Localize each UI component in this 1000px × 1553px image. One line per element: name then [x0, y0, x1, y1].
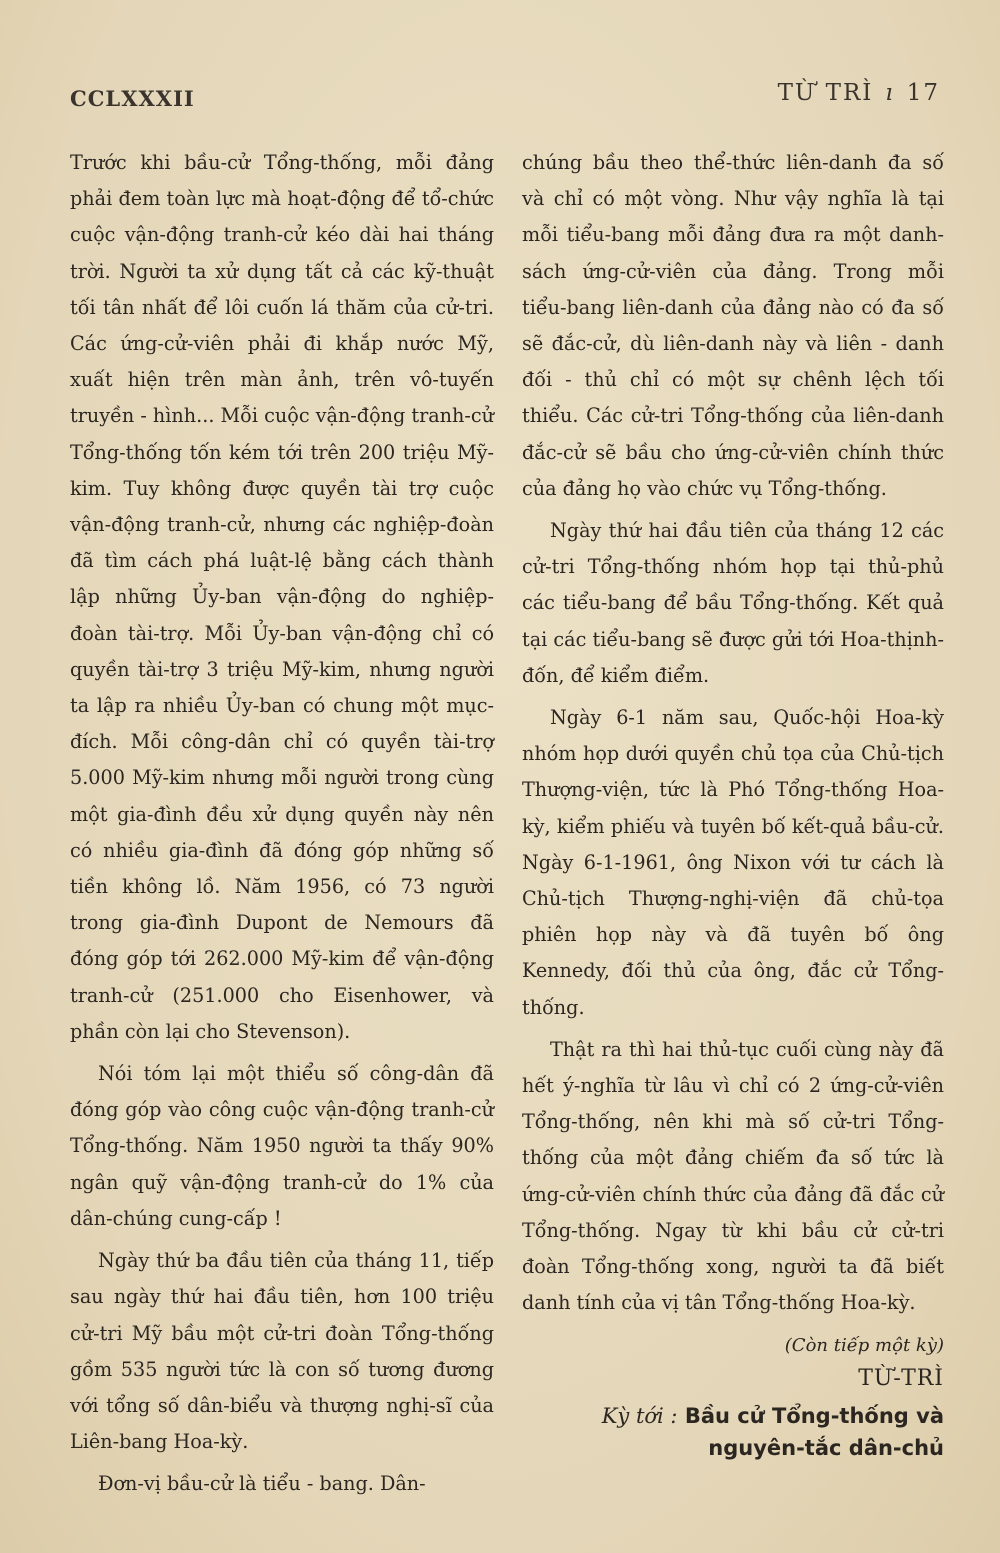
left-column	[70, 145, 494, 1509]
next-issue-notice	[522, 1400, 944, 1464]
paragraph: Ngày thứ hai đầu tiên của tháng 12 các cử-tri Tổng-thống nhóm họp tại thủ-phủ các tiểu-bang để bầu Tổng-thống. Kết quả tại các tiểu-bang sẽ được gửi tới Hoa-thịnh-đốn, để kiểm điểm.	[522, 519, 944, 687]
paragraph: Nói tóm lại một thiểu số công-dân đã đóng góp vào công cuộc vận-động tranh-cử Tổng-thống. Năm 1950 người ta thấy 90% ngân quỹ vận-động tranh-cử do 1% của dân-chúng cung-cấp !	[70, 1062, 494, 1230]
article-signoff	[522, 1328, 944, 1394]
right-column	[522, 145, 944, 1464]
next-issue-title-line1: Bầu cử Tổng-thống và	[684, 1403, 944, 1428]
next-issue-label: Kỳ tới :	[601, 1403, 678, 1428]
paragraph: Thật ra thì hai thủ-tục cuối cùng này đã hết ý-nghĩa từ lâu vì chỉ có 2 ứng-cử-viên Tổng-thống, nên khi mà số cử-tri Tổng-thống của một đảng chiếm đa số tức là ứng-cử-viên chính thức của đảng đã đắc cử Tổng-thống. Ngay từ khi bầu cử cử-tri đoàn Tổng-thống xong, người ta đã biết danh tính của vị tân Tổng-thống Hoa-kỳ.	[522, 1037, 944, 1315]
running-header	[778, 80, 940, 106]
header-separator: ı	[885, 80, 895, 106]
paragraph: Đơn-vị bầu-cử là tiểu - bang. Dân-	[98, 1472, 426, 1496]
header-author: TỪ TRÌ	[777, 80, 874, 106]
page-number: 17	[906, 80, 940, 106]
paragraph: Ngày thứ ba đầu tiên của tháng 11, tiếp sau ngày thứ hai đầu tiên, hơn 100 triệu cử-tri Mỹ bầu một cử-tri đoàn Tổng-thống gồm 535 người tức là con số tương đương với tổng số dân-biểu và thượng nghị-sĩ của Liên-bang Hoa-kỳ.	[70, 1249, 494, 1454]
author-signature: TỪ-TRÌ	[858, 1365, 944, 1391]
next-issue-title-line2: nguyên-tắc dân-chủ	[708, 1435, 944, 1460]
paragraph: Trước khi bầu-cử Tổng-thống, mỗi đảng phải đem toàn lực mà hoạt-động để tổ-chức cuộc vận-động tranh-cử kéo dài hai tháng trời. Người ta xử dụng tất cả các kỹ-thuật tối tân nhất để lôi cuốn lá thăm của cử-tri. Các ứng-cử-viên phải đi khắp nước Mỹ, xuất hiện trên màn ảnh, trên vô-tuyến truyền - hình... Mỗi cuộc vận-động tranh-cử Tổng-thống tốn kém tới trên 200 triệu Mỹ-kim. Tuy không được quyền tài trợ cuộc vận-động tranh-cử, nhưng các nghiệp-đoàn đã tìm cách phá luật-lệ bằng cách thành lập những Ủy-ban vận-động do nghiệp-đoàn tài-trợ. Mỗi Ủy-ban vận-động chỉ có quyền tài-trợ 3 triệu Mỹ-kim, nhưng người ta lập ra nhiều Ủy-ban có chung một mục-đích. Mỗi công-dân chỉ có quyền tài-trợ 5.000 Mỹ-kim nhưng mỗi người trong cùng một gia-đình đều xử dụng quyền này nên có nhiều gia-đình đã đóng góp những số tiền không lồ. Năm 1956, có 73 người trong gia-đình Dupont de Nemours đã đóng góp tới 262.000 Mỹ-kim để vận-động tranh-cử (251.000 cho Eisenhower, và phần còn lại cho Stevenson).	[70, 151, 494, 1043]
to-be-continued: (Còn tiếp một kỳ)	[784, 1334, 944, 1356]
issue-number: CCLXXXII	[70, 86, 195, 111]
paragraph: Ngày 6-1 năm sau, Quốc-hội Hoa-kỳ nhóm họp dưới quyền chủ tọa của Chủ-tịch Thượng-viện, tức là Phó Tổng-thống Hoa-kỳ, kiểm phiếu và tuyên bố kết-quả bầu-cử. Ngày 6-1-1961, ông Nixon với tư cách là Chủ-tịch Thượng-nghị-viện đã chủ-tọa phiên họp này và đã tuyên bố ông Kennedy, đối thủ của ông, đắc cử Tổng-thống.	[522, 706, 944, 1019]
paragraph: chúng bầu theo thể-thức liên-danh đa số và chỉ có một vòng. Như vậy nghĩa là tại mỗi tiểu-bang mỗi đảng đưa ra một danh-sách ứng-cử-viên của đảng. Trong mỗi tiểu-bang liên-danh của đảng nào có đa số sẽ đắc-cử, dù liên-danh này và liên - danh đối - thủ chỉ có một sự chênh lệch tối thiểu. Các cử-tri Tổng-thống của liên-danh đắc-cử sẽ bầu cho ứng-cử-viên chính thức của đảng họ vào chức vụ Tổng-thống.	[522, 151, 944, 500]
